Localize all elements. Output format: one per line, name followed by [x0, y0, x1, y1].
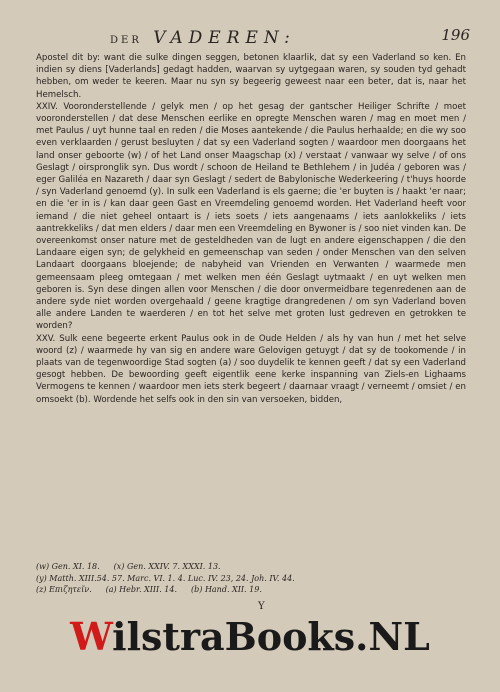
paragraph: Apostel dit by: want die sulke dingen seggen, betonen klaarlik, dat sy een Vaderland so ken. En indien sy diens [Vaderlands] gedagt hadden, waarvan sy uytgegaan waren, sy souden tyd gehadt hebben, om weder te keeren. Maar nu syn sy begeerig geweest naar een beter, dat is, naar het Hemelsch.: [36, 53, 466, 100]
paragraph: XXV. Sulk eene begeerte erkent Paulus ook in de Oude Helden / als hy van hun / met het selve woord (z) / waarmede hy van sig en andere ware Gelovigen getuygt / dat sy de tookomende / in plaats van de tegenwoordige Stad sogten (a) / soo duydelik te kennen geeft / dat sy een Vaderland gesogt hebben. De bewoording geeft eigentlik eene kerke inspanning van Ziels-en Lighaams Vermogens te kennen / waardoor men iets sterk begeert / daarnaar vraagt / verneemt / omsiet / en omsoekt (b). Wordende het selfs ook in den sin van versoeken, bidden,: [36, 333, 466, 405]
watermark-first-letter: W: [70, 614, 113, 659]
footnote: (a) Hebr. XIII. 14.: [105, 585, 178, 595]
paragraph: XXIV. Vooronderstellende / gelyk men / op het gesag der gantscher Heiliger Schrifte / moet vooronderstellen / dat dese Menschen eerlike en opregte Menschen waren / mag en moet men / met Paulus / uyt hunne taal en reden / die Moses aantekende / die Paulus herhaalde; en die wy soo even verklaarden / gerust besluyten / dat sy een Vaderland sogten / waardoor men doorgaans het land onser geboorte (w) / of het Land onser Maagschap (x) / verstaat / vanwaar wy selve / of ons Geslagt / oirspronglik syn. Dus wordt / schoon de Heiland te Bethlehem / in Judéa / geboren was / eger Galiléa en Nazareth / daar syn Geslagt / sedert de Babylonische Wederkeering / t'huys hoorde / syn Vaderland genoemd (y). In sulk een Vaderland is els gaerne; die 'er buyten is / haakt 'er naar; en die 'er in is / kan daar geen Gast en Vreemdeling genoemd worden. Het Vaderland heeft voor iemand / die niet geheel ontaart is / iets soets / iets aangenaams / iets aanlokkeliks / iets aantrekkeliks / dat men elders / daar men een Vreemdeling en Bywoner is / soo niet vinden kan. De overeenkomst onser nature met de gesteldheden van de lugt en andere eigenschappen / die den Landaare eigen syn; de gelykheid en gemeenschap van seden / onder Menschen van den selven Landaart doorgaans bloejende; de nabyheid van Vrienden en Verwanten / waarmede men gemeensaam pleeg omtegaan / met welken men één Geslagt uytmaakt / en uyt welken men geboren is. Syn dese dingen allen voor Menschen / die door onvermeidbare tegenredenen aan de andere syde niet worden overgehaald / geene kragtige drangredenen / om syn Vaderland boven alle andere Landen te waerderen / en tot het selve met groten lust gedreven en getrokken te worden?: [36, 101, 466, 332]
footnote-row: [36, 561, 466, 573]
watermark-logo: [0, 612, 500, 662]
footnote-row: [36, 584, 466, 596]
footnote: (z) Επιζητεῖν.: [36, 585, 92, 595]
footnote: (x) Gen. XXIV. 7. XXXI. 13.: [113, 562, 221, 571]
watermark-rest: ilstraBooks.NL: [112, 614, 430, 659]
footnote: (b) Hand. XII. 19.: [191, 585, 262, 595]
footnote: (y) Matth. XIII.54. 57. Marc. VI. 1. 4. Luc. IV. 23, 24. Joh. IV. 44.: [36, 573, 295, 583]
running-head-title: VADEREN:: [153, 28, 296, 48]
page-header: [80, 24, 480, 54]
running-head: [110, 28, 296, 48]
running-head-prefix: DER: [110, 35, 142, 46]
catchword: Y: [258, 601, 265, 612]
page-number: 196: [441, 26, 470, 44]
footnote-row: [36, 573, 466, 585]
body-text: [36, 52, 466, 406]
footnotes: [36, 561, 466, 596]
footnote: (w) Gen. XI. 18.: [36, 562, 100, 571]
